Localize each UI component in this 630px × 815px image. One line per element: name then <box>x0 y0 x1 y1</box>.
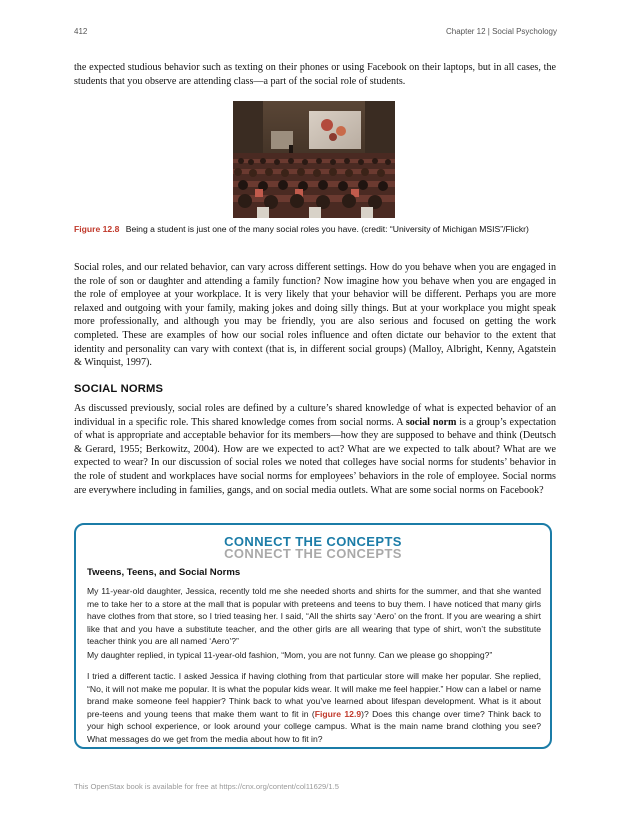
figure-12-9-link[interactable]: Figure 12.9 <box>314 708 362 719</box>
connect-the-concepts-box <box>74 523 552 749</box>
box-p3-before: I tried a different tactic. I asked Jessica if having clothing from that particular store will make her popular. She replied, “No, it will not make me popular. It is what the popular kids wear. It will make me feel happier.” How can a label or name brand make someone feel happier? Think back to what you’ve learned about lifespan development. What is it about pre-teens and young teens that make them want to fit in ( <box>87 671 541 719</box>
chapter-header: Chapter 12 | Social Psychology <box>445 27 557 36</box>
box-paragraph-3 <box>87 670 541 746</box>
figure-caption <box>74 224 544 235</box>
box-subtitle: Tweens, Teens, and Social Norms <box>87 567 241 578</box>
box-paragraph-1: My 11-year-old daughter, Jessica, recently told me she needed shorts and shirts for the summer, and that she wanted me to take her to a store at the mall that is popular with preteens and teens to buy them. I have noticed that many girls have clothes from that store, so I tried teasing her. I said, “All the shirts say ‘Aero’ on the front. If you are wearing a shirt like that and you have a substitute teacher, and the other girls are all wearing that type of shirt, won’t the substitute teacher think you are all named ‘Aero’?” <box>87 586 541 647</box>
key-term: social norm <box>405 416 457 428</box>
box-title: CONNECT THE CONCEPTS <box>224 534 402 549</box>
social-roles-paragraph: Social roles, and our related behavior, can vary across different settings. How do you behave when you are engaged in the role of son or daughter and attending a family function? Now imagine how you behave when you are engaged in the role of employee at your workplace. It is very likely that your behavior will be different. Perhaps you are more relaxed and outgoing with your family, making jokes and doing silly things. But at your workplace you might speak more professionally, and although you may be friendly, you are also serious and focused on getting the work completed. These are examples of how our social roles influence and often dictate our behavior to the extent that identity and personality can vary with context (that is, in different social groups) (Malloy, Albright, Kenny, Agatstein & Winquist, 1997). <box>74 262 556 369</box>
social-norms-paragraph <box>74 402 556 497</box>
lecture-hall-illustration <box>233 101 395 218</box>
intro-paragraph: the expected studious behavior such as texting on their phones or using Facebook on their laptops, but in all cases, the students that you observe are attending class—a part of the social role of students. <box>74 62 556 87</box>
section-heading: SOCIAL NORMS <box>74 383 164 395</box>
figure-label: Figure 12.8 <box>74 224 120 234</box>
box-title-shadow: CONNECT THE CONCEPTS <box>224 546 402 561</box>
figure-caption-text: Being a student is just one of the many social roles you have. (credit: “University of Michigan MSIS”/Flickr) <box>125 224 529 234</box>
box-paragraph-2: My daughter replied, in typical 11-year-old fashion, “Mom, you are not funny. Can we please go shopping?” <box>87 650 493 660</box>
page-number: 412 <box>74 27 88 36</box>
page-footer: This OpenStax book is available for free at https://cnx.org/content/col11629/1.5 <box>74 782 339 791</box>
norms-text-before: As discussed previously, social roles are defined by a culture’s shared knowledge of what is expected behavior of an individual in a specific role. This shared knowledge comes from social norms. A <box>74 403 556 428</box>
lecture-hall-photo <box>233 101 395 218</box>
box-p3-after: )? Does this change over time? Think back to your high school experience, or look around your college campus. What is the main name brand clothing you see? What messages do we get from the media about how to fit in? <box>87 708 541 744</box>
norms-text-after: is a group’s expectation of what is appropriate and acceptable behavior for its members—how they are supposed to behave and think (Deutsch & Gerard, 1955; Berkowitz, 2004). How are we expected to act? What are we expected to talk about? What are we expected to wear? In our discussion of social roles we noted that colleges have social norms for students’ behavior in the role of student and workplaces have social norms for employees’ behaviors in the role of employee. Social norms are everywhere including in families, gangs, and on social media outlets. What are some social norms on Facebook? <box>74 416 556 496</box>
